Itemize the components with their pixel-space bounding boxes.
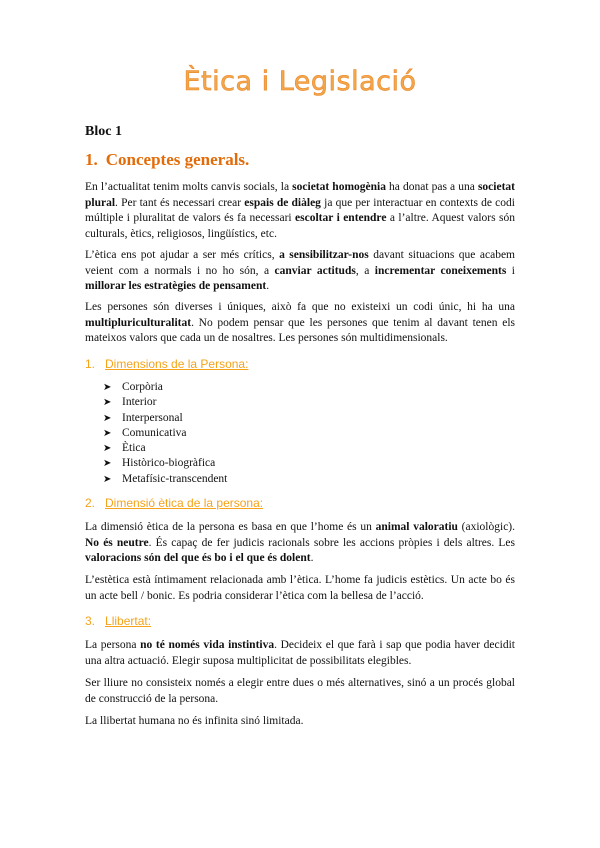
paragraph-ser-lliure: Ser lliure no consisteix només a elegir entre dues o més alternatives, sinó a un procés global de construcció de la persona. bbox=[85, 677, 515, 705]
arrow-bullet-icon: ➤ bbox=[103, 458, 112, 470]
section-heading-conceptes bbox=[85, 150, 249, 170]
subheading-llibertat: 3. Llibertat: bbox=[85, 614, 152, 628]
arrow-bullet-icon: ➤ bbox=[103, 473, 112, 485]
paragraph-societat: En l’actualitat tenim molts canvis socials, la societat homogènia ha donat pas a una societat plural. Per tant és necessari crear espais de diàleg ja que per interactuar en contexts de codi múltiple i pluralitat de valors és fa necessari escoltar i entendre a l’altre. Aquest valors són culturals, ètics, religiosos, lingüístics, etc. bbox=[85, 181, 515, 240]
list-item: ➤ Històrico-biogràfica bbox=[103, 456, 227, 471]
arrow-bullet-icon: ➤ bbox=[103, 397, 112, 409]
subheading-dimensio-etica: 2. Dimensió ètica de la persona: bbox=[85, 496, 264, 510]
paragraph-estetica: L’estètica està íntimament relacionada amb l’ètica. L’home fa judicis estètics. Un acte bo és un acte bell / bonic. Es podria considerar l’ètica com la bellesa de l’acció. bbox=[85, 574, 515, 602]
list-item: ➤ Interior bbox=[103, 395, 227, 410]
paragraph-vida-instintiva: La persona no té només vida instintiva. Decideix el que farà i sap que podia haver decidit una altra actuació. Elegir suposa multiplicitat de possibilitats elegibles. bbox=[85, 639, 515, 667]
paragraph-persones: Les persones són diverses i úniques, això fa que no existeixi un codi únic, hi ha una multipluriculturalitat. No podem pensar que les persones que tenim al davant tenen els mateixos valors que cada un de nosaltres. Les persones són multidimensionals. bbox=[85, 301, 515, 344]
list-item: ➤ Comunicativa bbox=[103, 426, 227, 441]
list-item: ➤ Metafísic-transcendent bbox=[103, 472, 227, 487]
dimensions-list bbox=[103, 380, 227, 487]
arrow-bullet-icon: ➤ bbox=[103, 412, 112, 424]
bloc-heading: Bloc 1 bbox=[85, 124, 122, 139]
document-title: Ètica i Legislació bbox=[183, 66, 417, 97]
list-item: ➤ Corpòria bbox=[103, 380, 227, 395]
list-item: ➤ Interpersonal bbox=[103, 411, 227, 426]
subheading-dimensions: 1. Dimensions de la Persona: bbox=[85, 357, 249, 371]
arrow-bullet-icon: ➤ bbox=[103, 443, 112, 455]
section-number: 1. bbox=[85, 150, 98, 169]
list-item: ➤ Ètica bbox=[103, 441, 227, 456]
paragraph-dimensio-etica: La dimensió ètica de la persona es basa en que l’home és un animal valoratiu (axiològic). No és neutre. És capaç de fer judicis racionals sobre les accions pròpies i dels altres. Les valoracions són del que és bo i el que és dolent. bbox=[85, 521, 516, 564]
arrow-bullet-icon: ➤ bbox=[103, 382, 112, 393]
paragraph-llibertat-limitada: La llibertat humana no és infinita sinó limitada. bbox=[85, 715, 304, 727]
paragraph-etica-critics: L’ètica ens pot ajudar a ser més crítics, a sensibilitzar-nos davant situacions que acabem veient com a normals i no ho són, a canviar actituds, a incrementar coneixements i millorar les estratègies de pensament. bbox=[85, 249, 516, 292]
arrow-bullet-icon: ➤ bbox=[103, 427, 112, 439]
section-title: Conceptes generals. bbox=[105, 150, 250, 169]
